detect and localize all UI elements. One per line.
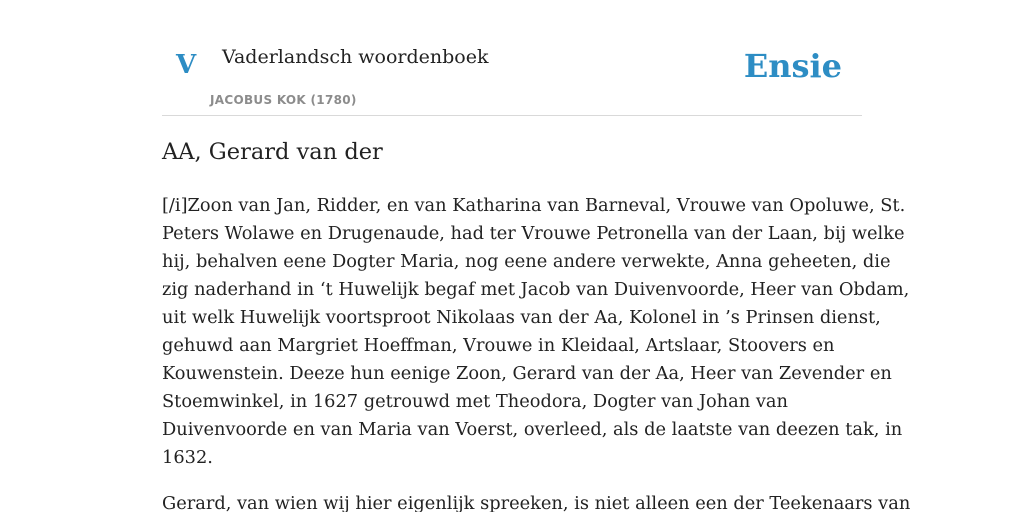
paragraph-line: hij, behalven eene Dogter Maria, nog eene andere verwekte, Anna geheeten, die (162, 251, 891, 272)
site-header (162, 0, 862, 116)
entry-paragraph (162, 490, 911, 512)
paragraph-line: Gerard, van wien wij hier eigenlijk spreeken, is niet alleen een der Teekenaars van (162, 493, 911, 512)
paragraph-line: Stoemwinkel, in 1627 getrouwd met Theodora, Dogter van Johan van (162, 391, 788, 412)
paragraph-line: Peters Wolawe en Drugenaude, had ter Vrouwe Petronella van der Laan, bij welke (162, 223, 905, 244)
paragraph-line: Kouwenstein. Deeze hun eenige Zoon, Gerard van der Aa, Heer van Zevender en (162, 363, 892, 384)
paragraph-line: gehuwd aan Margriet Hoeffman, Vrouwe in Kleidaal, Artslaar, Stoovers en (162, 335, 835, 356)
book-title-link[interactable]: Vaderlandsch woordenboek (222, 46, 489, 68)
paragraph-line: [/i]Zoon van Jan, Ridder, en van Katharina van Barneval, Vrouwe van Opoluwe, St. (162, 195, 906, 216)
paragraph-line: uit welk Huwelijk voortsproot Nikolaas van der Aa, Kolonel in ’s Prinsen dienst, (162, 307, 881, 328)
book-logo-icon[interactable]: V (176, 50, 197, 80)
ensie-brand-logo[interactable]: Ensie (743, 47, 842, 85)
book-author: JACOBUS KOK (1780) (210, 93, 357, 107)
entry-body (162, 192, 911, 512)
entry-paragraph (162, 192, 910, 472)
paragraph-line: zig naderhand in ‘t Huwelijk begaf met Jacob van Duivenvoorde, Heer van Obdam, (162, 279, 910, 300)
paragraph-line: Duivenvoorde en van Maria van Voerst, overleed, als de laatste van deezen tak, in (162, 419, 903, 440)
paragraph-line: 1632. (162, 447, 213, 468)
content-container (162, 0, 911, 512)
entry-title: AA, Gerard van der (162, 139, 383, 165)
